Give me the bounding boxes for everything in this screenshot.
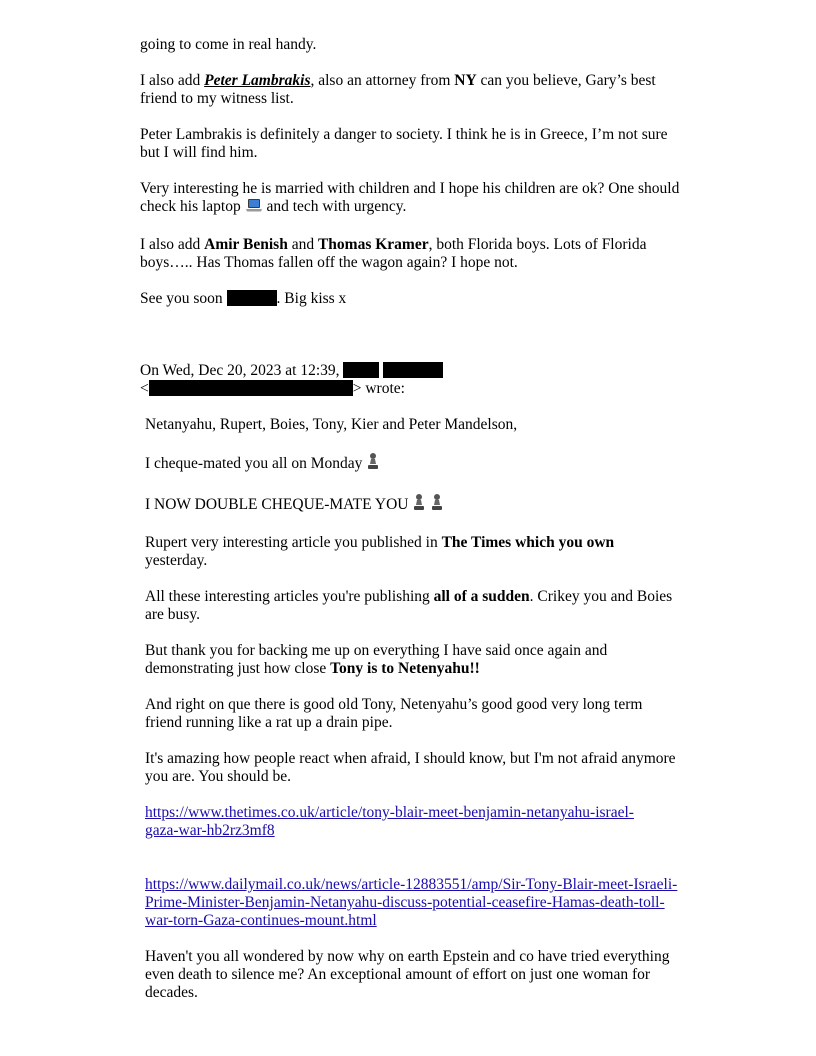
paragraph: I also add Amir Benish and Thomas Kramer, both Florida boys. Lots of Florida boys….. Has Thomas fallen off the wagon again? I hope not. [140, 236, 647, 271]
paragraph: Peter Lambrakis is definitely a danger to society. I think he is in Greece, I’m not sure but I will find him. [140, 126, 668, 161]
paragraph: Very interesting he is married with children and I hope his children are ok? One should check his laptop and tech with urgency. [140, 180, 688, 218]
paragraph [145, 876, 688, 930]
paragraph: And right on que there is good old Tony, Netenyahu’s good good very long term friend running like a rat up a drain pipe. [145, 696, 643, 731]
dailymail-article-link[interactable]: https://www.dailymail.co.uk/news/article-12883551/amp/Sir-Tony-Blair-meet-Israeli-Prime-Minister-Benjamin-Netanyahu-discuss-potential-ceasefire-Hamas-death-toll-war-torn-Gaza-continues-mount.html [145, 876, 678, 929]
times-article-link[interactable]: https://www.thetimes.co.uk/article/tony-blair-meet-benjamin-netanyahu-israel-gaza-war-hb2rz3mf8 [145, 804, 634, 839]
reply-header: On Wed, Dec 20, 2023 at 12:39, < > wrote: [140, 362, 688, 398]
person-name: Peter Lambrakis [204, 72, 311, 89]
quoted-message [140, 416, 688, 1002]
redaction-box [227, 290, 277, 306]
paragraph: All these interesting articles you're publishing all of a sudden. Crikey you and Boies are busy. [145, 588, 673, 623]
paragraph: Netanyahu, Rupert, Boies, Tony, Kier and Peter Mandelson, [145, 416, 518, 433]
paragraph: Rupert very interesting article you published in The Times which you own yesterday. [145, 534, 615, 569]
paragraph [145, 804, 688, 840]
paragraph: Haven't you all wondered by now why on earth Epstein and co have tried everything even death to silence me? An exceptional amount of effort on just one woman for decades. [145, 948, 670, 1001]
paragraph: I NOW DOUBLE CHEQUE-MATE YOU [145, 493, 688, 516]
laptop-icon [245, 198, 263, 218]
email-body [140, 36, 688, 1020]
paragraph: It's amazing how people react when afraid, I should know, but I'm not afraid anymore you are. You should be. [145, 750, 676, 785]
chess-pawn-icon [412, 493, 426, 516]
paragraph: See you soon . Big kiss x [140, 290, 347, 307]
redaction-box [383, 362, 443, 378]
paragraph: I also add Peter Lambrakis, also an attorney from NY can you believe, Gary’s best friend to my witness list. [140, 72, 656, 107]
paragraph: going to come in real handy. [140, 36, 317, 53]
paragraph: I cheque-mated you all on Monday [145, 452, 688, 475]
chess-pawn-icon [430, 493, 444, 516]
chess-pawn-icon [366, 452, 380, 475]
redaction-box [149, 380, 353, 396]
paragraph: But thank you for backing me up on everything I have said once again and demonstrating just how close Tony is to Netenyahu!! [145, 642, 608, 677]
redaction-box [343, 362, 379, 378]
